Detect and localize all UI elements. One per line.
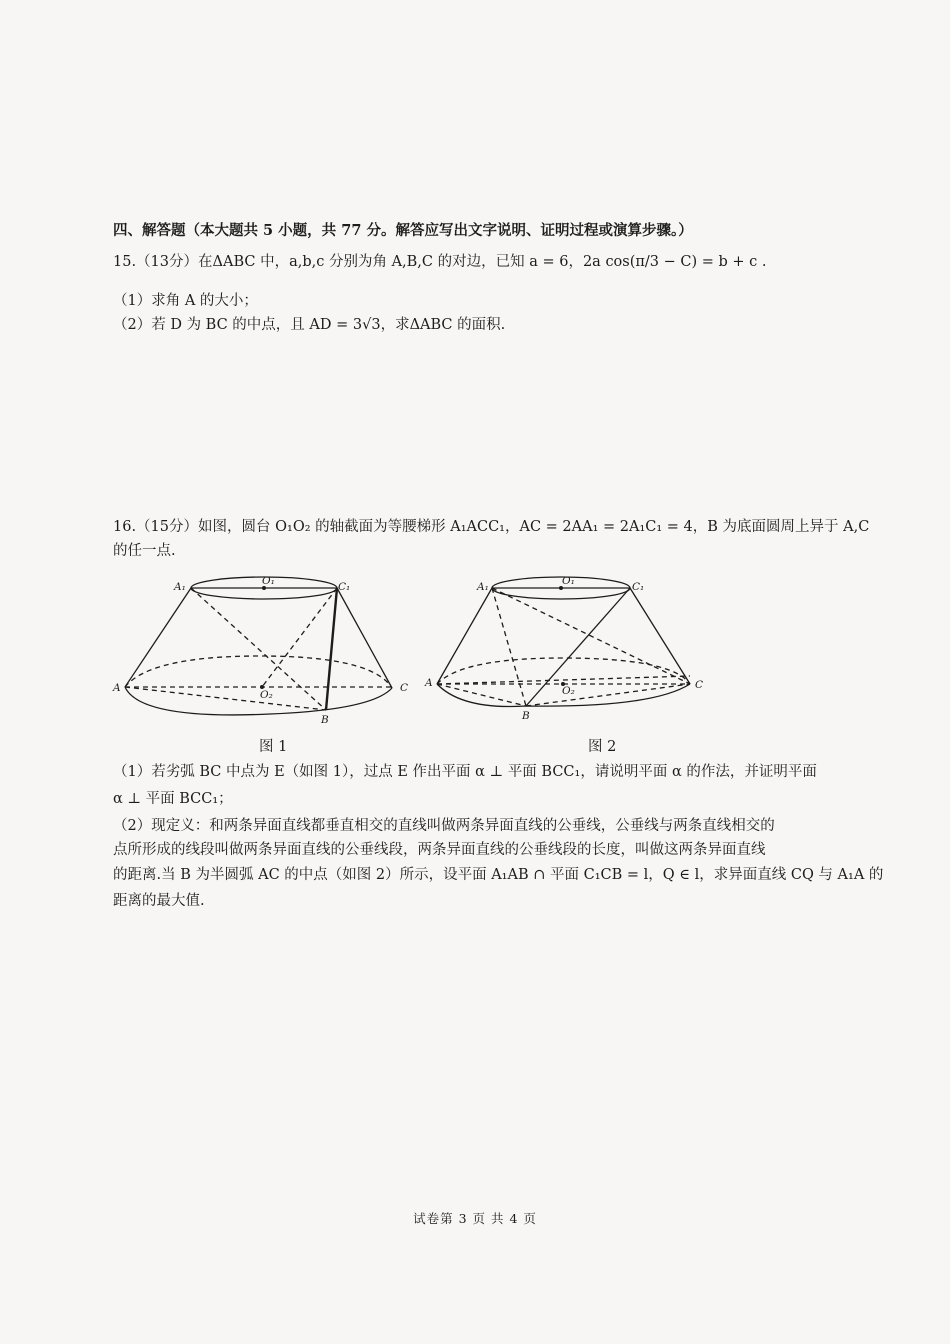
fig1-label-a: A	[113, 682, 121, 694]
fig1-right-generator	[337, 588, 392, 688]
fig2-label-c1: C₁	[632, 581, 645, 593]
q16-stem-line1: 16.（15分）如图，圆台 O₁O₂ 的轴截面为等腰梯形 A₁ACC₁，AC = 2AA₁ = 2A₁C₁ = 4，B 为底面圆周上异于 A,C	[113, 519, 870, 535]
fig2-label-o1: O₁	[562, 575, 575, 587]
q16-part2-line2: 点所形成的线段叫做两条异面直线的公垂线段，两条异面直线的公垂线段的长度，叫做这两条异面直线	[113, 842, 766, 858]
fig1-c1b-edge	[326, 588, 337, 710]
q15-part1: （1）求角 A 的大小；	[113, 293, 258, 309]
fig2-ab-dashed	[437, 684, 526, 706]
fig1-label-c1: C₁	[338, 581, 351, 593]
section-heading: 四、解答题（本大题共 5 小题，共 77 分。解答应写出文字说明、证明过程或演算步骤。）	[113, 222, 693, 239]
fig1-left-generator	[125, 588, 191, 687]
fig2-label-b: B	[522, 710, 530, 722]
q16-part2-line1: （2）现定义：和两条异面直线都垂直相交的直线叫做两条异面直线的公垂线，公垂线与两条直线相交的	[113, 818, 775, 834]
figure-2-caption: 图 2	[588, 739, 617, 755]
q15-stem: 15.（13分）在ΔABC 中，a,b,c 分别为角 A,B,C 的对边，已知 a = 6，2a cos(π/3 − C) = b + c .	[113, 254, 767, 270]
q16-part2-line4: 距离的最大值.	[113, 893, 205, 909]
fig2-label-a: A	[425, 677, 433, 689]
figure-2-frustum	[422, 570, 722, 730]
figure-1-frustum	[110, 570, 420, 730]
fig2-left-generator	[437, 588, 492, 684]
fig1-label-o2: O₂	[260, 689, 273, 701]
fig2-label-o2: O₂	[562, 685, 575, 697]
page-footer: 试卷第 3 页 共 4 页	[413, 1211, 537, 1226]
q16-part2-line3: 的距离.当 B 为半圆弧 AC 的中点（如图 2）所示，设平面 A₁AB ∩ 平面 C₁CB = l，Q ∈ l，求异面直线 CQ 与 A₁A 的	[113, 867, 884, 883]
fig2-a1b-dashed	[492, 588, 526, 706]
figure-1-caption: 图 1	[259, 739, 288, 755]
q16-stem-line2: 的任一点.	[113, 543, 176, 559]
fig2-label-a1: A₁	[477, 581, 489, 593]
fig1-c1o2-dashed	[262, 588, 337, 687]
q16-part1-line1: （1）若劣弧 BC 中点为 E（如图 1），过点 E 作出平面 α ⊥ 平面 BCC₁，请说明平面 α 的作法，并证明平面	[113, 764, 817, 780]
q16-part1-line2: α ⊥ 平面 BCC₁；	[113, 791, 233, 807]
fig1-label-o1: O₁	[262, 575, 275, 587]
fig2-right-generator	[630, 588, 690, 684]
fig1-bottom-back-arc	[125, 656, 392, 688]
fig1-label-a1: A₁	[174, 581, 186, 593]
fig1-label-c: C	[400, 682, 409, 694]
fig1-label-b: B	[321, 714, 329, 726]
fig2-label-c: C	[695, 679, 704, 691]
q15-part2: （2）若 D 为 BC 的中点，且 AD = 3√3，求ΔABC 的面积.	[113, 317, 506, 333]
fig1-a1b-dashed	[191, 588, 326, 710]
